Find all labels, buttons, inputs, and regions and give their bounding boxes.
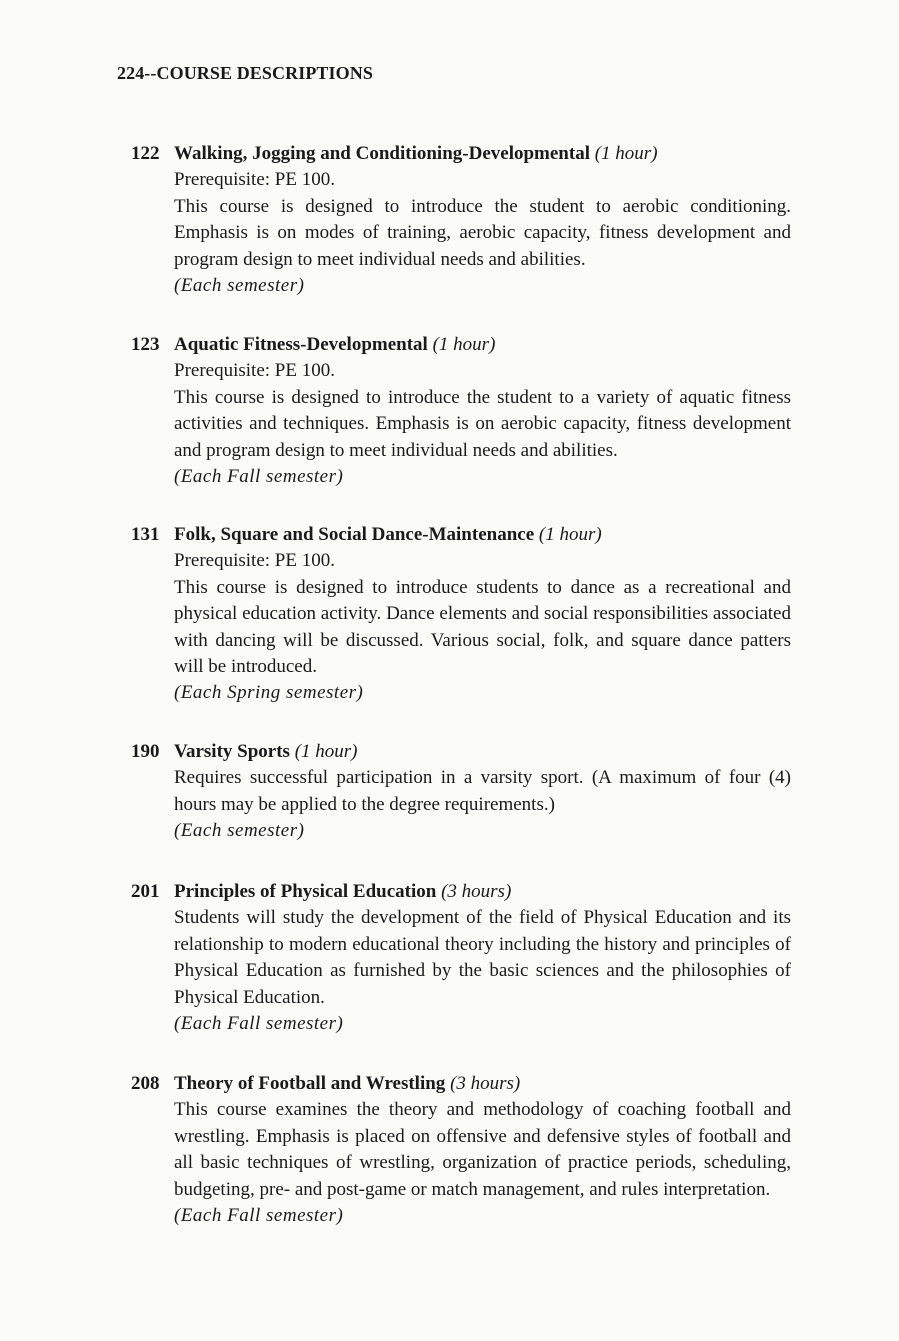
course-number: 201	[131, 881, 160, 902]
course-title: Principles of Physical Education	[174, 881, 437, 902]
course-title: Theory of Football and Wrestling	[174, 1073, 446, 1094]
course-hours: (1 hour)	[594, 143, 658, 164]
course-offered: (Each semester)	[174, 820, 305, 842]
course-hours: (3 hours)	[441, 881, 512, 902]
course-title: Varsity Sports	[174, 741, 290, 762]
course-number: 208	[131, 1073, 160, 1094]
course-offered: (Each Spring semester)	[174, 682, 364, 704]
course-heading	[174, 879, 791, 905]
course-body	[174, 1071, 791, 1229]
course-offered: (Each Fall semester)	[174, 466, 344, 488]
course-offered: (Each Fall semester)	[174, 1205, 344, 1227]
course-heading	[174, 332, 791, 358]
course-description: Requires successful participation in a varsity sport. (A maximum of four (4) hours may be applied to the degree requirements.)	[174, 767, 791, 815]
course-number: 123	[131, 334, 160, 355]
course-description: This course is designed to introduce the student to aerobic conditioning. Emphasis is on modes of training, aerobic capacity, fitness development and program design to meet individual needs and abilities.	[174, 195, 791, 270]
course-hours: (1 hour)	[432, 334, 496, 355]
course-number: 131	[131, 524, 160, 545]
course-hours: (1 hour)	[294, 741, 358, 762]
course-title: Aquatic Fitness-Developmental	[174, 334, 428, 355]
course-number: 122	[131, 143, 160, 164]
course-heading	[174, 522, 791, 548]
course-heading	[174, 739, 791, 765]
course-title: Folk, Square and Social Dance-Maintenance	[174, 524, 535, 545]
course-description: This course is designed to introduce students to dance as a recreational and physical education activity. Dance elements and social responsibilities associated with dancing will be discussed. Various social, folk, and square dance patters will be introduced.	[174, 576, 791, 678]
course-body	[174, 739, 791, 845]
course-heading	[174, 1071, 791, 1097]
course-body	[174, 879, 791, 1037]
course-body	[174, 522, 791, 707]
course-number: 190	[131, 741, 160, 762]
course-title: Walking, Jogging and Conditioning-Developmental	[174, 143, 590, 164]
course-description: Students will study the development of the field of Physical Education and its relationship to modern educational theory including the history and principles of Physical Education as furnished by the basic sciences and the philosophies of Physical Education.	[174, 907, 791, 1008]
course-hours: (1 hour)	[538, 524, 602, 545]
course-hours: (3 hours)	[450, 1073, 521, 1094]
course-offered: (Each semester)	[174, 275, 305, 297]
course-body	[174, 332, 791, 490]
course-prerequisite: Prerequisite: PE 100.	[174, 169, 335, 191]
course-description: This course examines the theory and methodology of coaching football and wrestling. Emphasis is placed on offensive and defensive styles of football and all basic techniques of wrestling, organization of practice periods, scheduling, budgeting, pre- and post-game or match management, and rules interpretation.	[174, 1099, 791, 1200]
course-prerequisite: Prerequisite: PE 100.	[174, 360, 335, 382]
course-description: This course is designed to introduce the student to a variety of aquatic fitness activities and techniques. Emphasis is on aerobic capacity, fitness development and program design to meet individual needs and abilities.	[174, 386, 791, 461]
course-prerequisite: Prerequisite: PE 100.	[174, 550, 335, 572]
running-head: 224--COURSE DESCRIPTIONS	[117, 63, 373, 83]
course-body	[174, 141, 791, 299]
course-offered: (Each Fall semester)	[174, 1013, 344, 1035]
course-heading	[174, 141, 791, 167]
